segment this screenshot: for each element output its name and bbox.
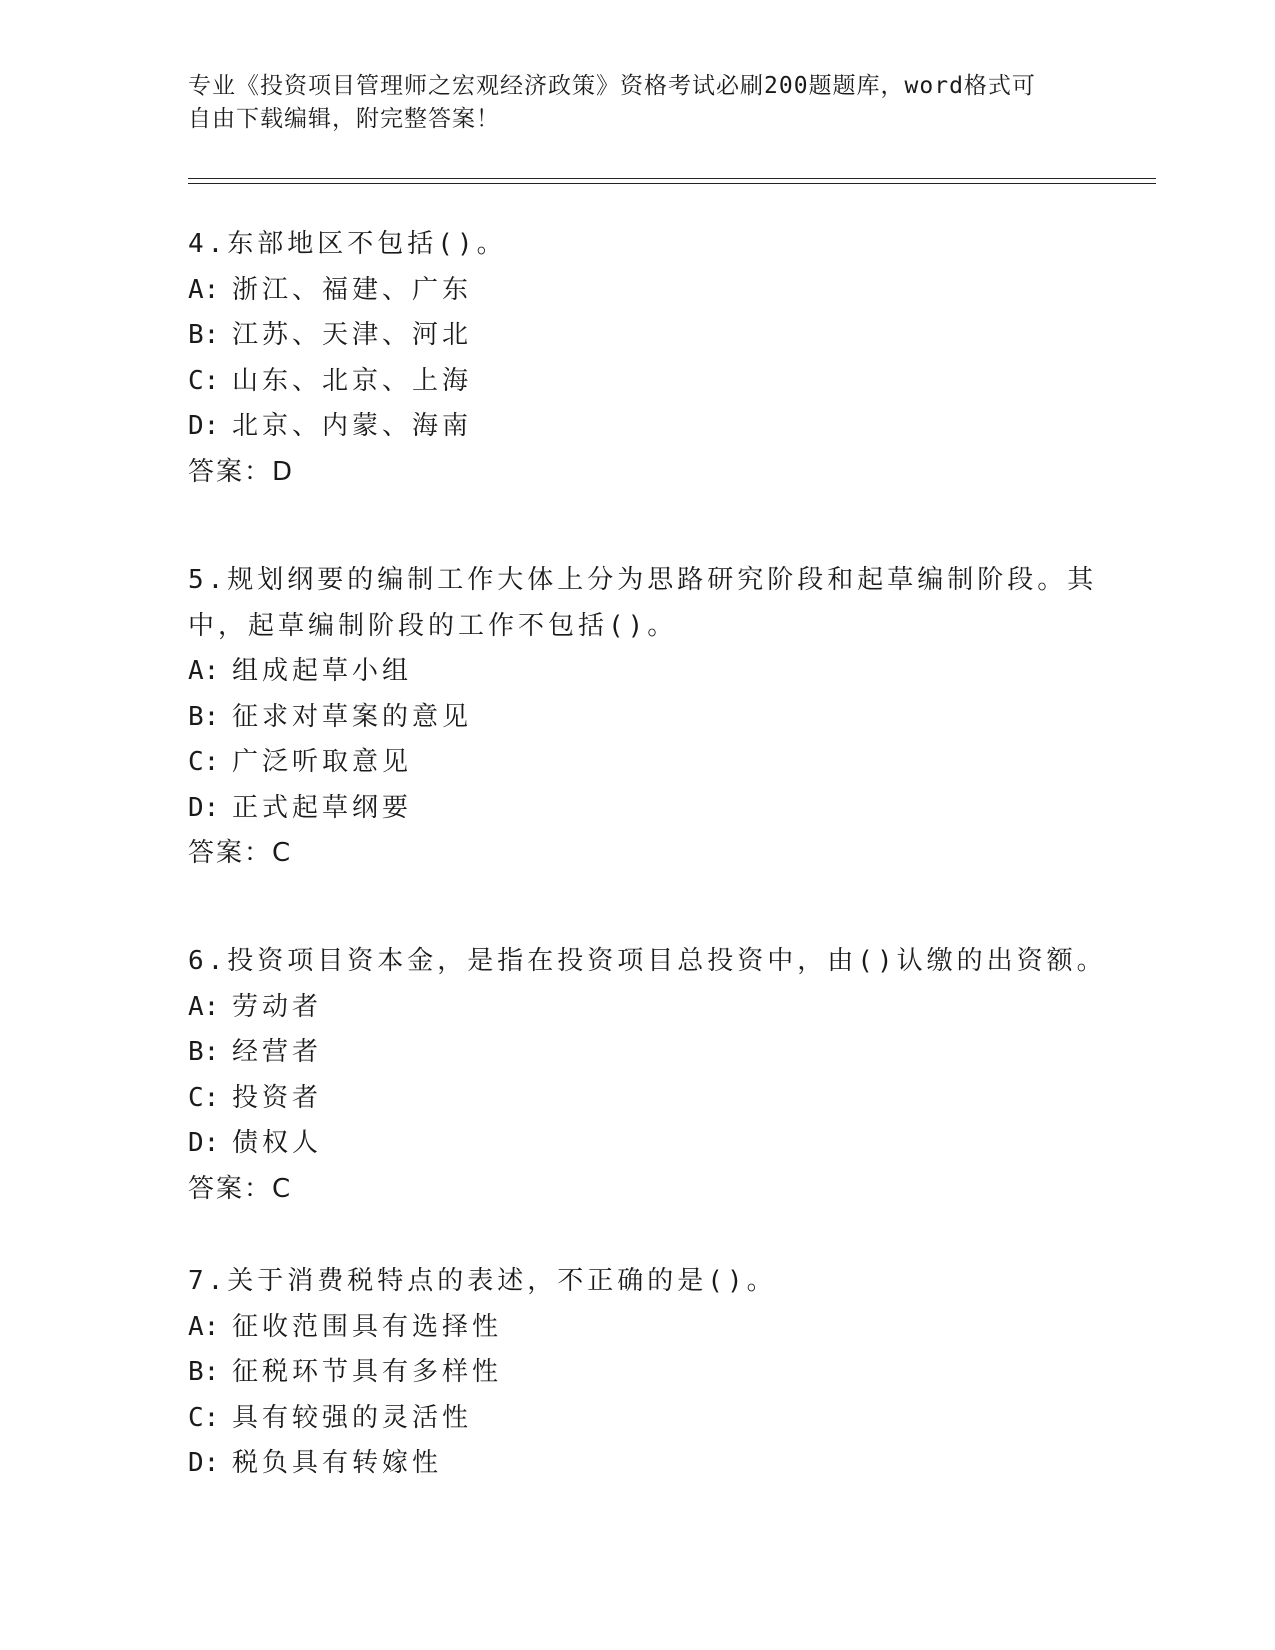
option-d — [188, 786, 1088, 832]
option-b — [188, 1350, 1088, 1396]
option-text: 具有较强的灵活性 — [232, 1402, 473, 1433]
option-letter: D: — [188, 1128, 220, 1158]
option-c — [188, 1396, 1088, 1442]
option-text: 浙江、福建、广东 — [232, 274, 473, 305]
question-stem: 7.关于消费税特点的表述，不正确的是()。 — [188, 1266, 777, 1296]
option-text: 劳动者 — [232, 991, 323, 1022]
option-text: 江苏、天津、河北 — [232, 320, 473, 350]
option-letter: D: — [188, 1448, 220, 1478]
option-c — [188, 740, 1088, 786]
option-a — [188, 649, 1088, 695]
header-line-1: 专业《投资项目管理师之宏观经济政策》资格考试必刷200题题库，word格式可 — [188, 73, 1036, 99]
question-5 — [188, 558, 1098, 877]
answer-line: 答案：C — [188, 1173, 293, 1204]
answer-line: 答案：C — [188, 838, 293, 868]
question-stem: 6.投资项目资本金，是指在投资项目总投资中，由()认缴的出资额。 — [188, 946, 1107, 976]
option-text: 税负具有转嫁性 — [232, 1448, 443, 1478]
option-letter: D: — [188, 792, 220, 823]
option-text: 组成起草小组 — [232, 656, 413, 686]
question-stem: 4.东部地区不包括()。 — [188, 229, 507, 259]
option-b — [188, 1030, 1088, 1076]
option-letter: C: — [188, 747, 220, 777]
question-6 — [188, 939, 1107, 1212]
answer-line: 答案：D — [188, 456, 295, 487]
option-letter: B: — [188, 320, 220, 350]
option-text: 山东、北京、上海 — [232, 365, 473, 396]
option-a — [188, 985, 1088, 1031]
option-letter: C: — [188, 1402, 220, 1433]
option-c — [188, 1076, 1088, 1122]
option-letter: A: — [188, 1311, 220, 1342]
header-line-2: 自由下载编辑，附完整答案！ — [188, 106, 500, 132]
option-letter: B: — [188, 701, 220, 732]
option-letter: C: — [188, 365, 220, 396]
option-letter: B: — [188, 1037, 220, 1067]
option-text: 债权人 — [232, 1128, 323, 1158]
question-stem: 5.规划纲要的编制工作大体上分为思路研究阶段和起草编制阶段。其 — [188, 565, 1098, 595]
option-text: 正式起草纲要 — [232, 792, 413, 823]
option-d — [188, 1441, 1088, 1487]
option-letter: C: — [188, 1082, 220, 1113]
option-text: 征税环节具有多样性 — [232, 1357, 503, 1387]
option-letter: A: — [188, 991, 220, 1022]
option-b — [188, 313, 1088, 359]
option-letter: A: — [188, 656, 220, 686]
option-a — [188, 1305, 1088, 1351]
option-d — [188, 404, 1088, 450]
option-text: 北京、内蒙、海南 — [232, 411, 473, 441]
option-b — [188, 695, 1088, 741]
question-stem-continued: 中，起草编制阶段的工作不包括()。 — [188, 610, 678, 641]
header-divider-bottom — [188, 183, 1156, 184]
option-letter: A: — [188, 274, 220, 305]
option-text: 征收范围具有选择性 — [232, 1311, 503, 1342]
header-divider-top — [188, 178, 1156, 179]
option-a — [188, 268, 1088, 314]
option-text: 投资者 — [232, 1082, 323, 1113]
option-letter: D: — [188, 411, 220, 441]
question-7 — [188, 1259, 1088, 1487]
option-c — [188, 359, 1088, 405]
option-text: 广泛听取意见 — [232, 747, 413, 777]
option-letter: B: — [188, 1357, 220, 1387]
document-header — [188, 70, 1088, 136]
option-text: 征求对草案的意见 — [232, 701, 473, 732]
option-text: 经营者 — [232, 1037, 323, 1067]
option-d — [188, 1121, 1088, 1167]
question-4 — [188, 222, 1088, 495]
